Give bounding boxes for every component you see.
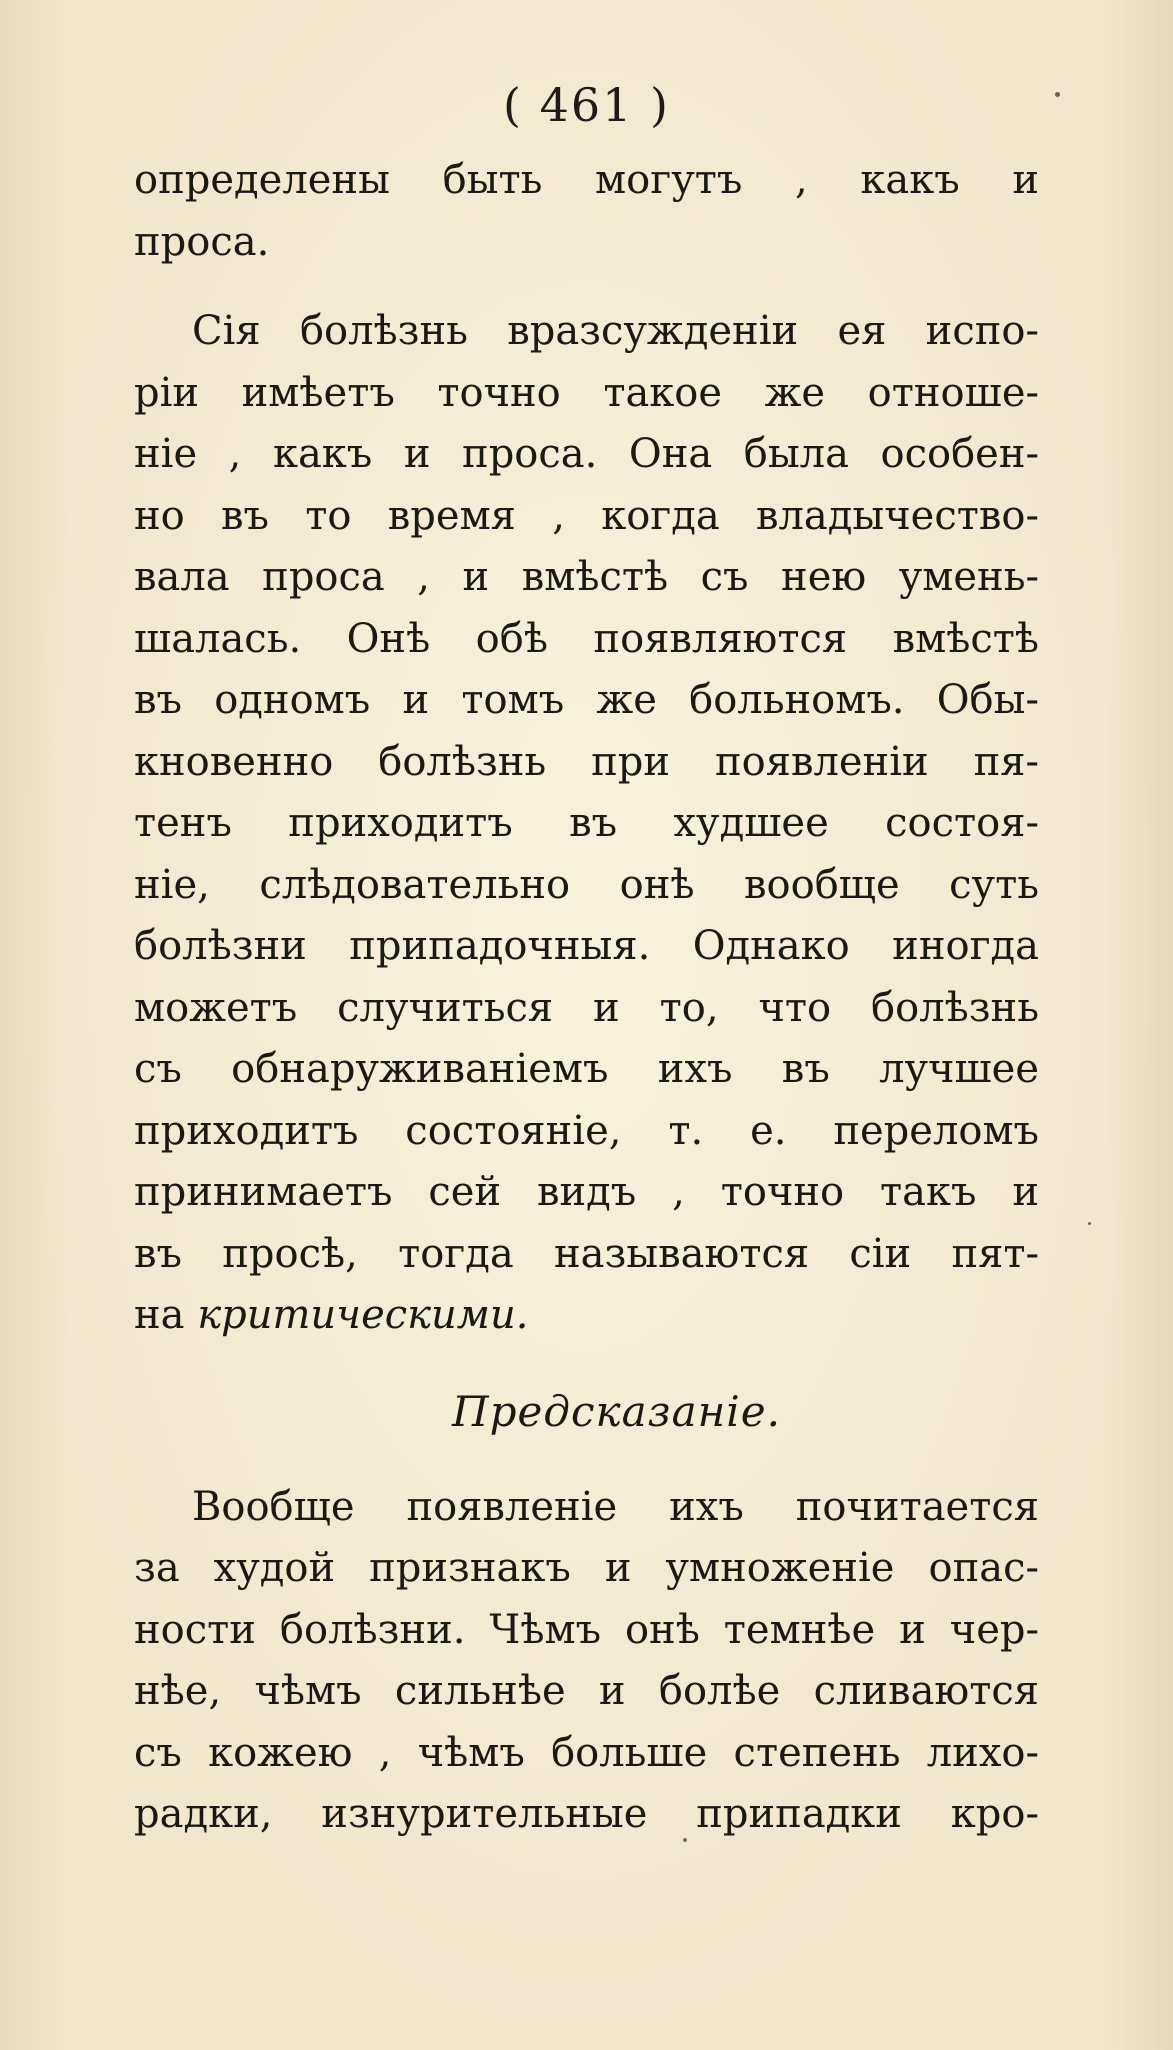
text-line: въ одномъ и томъ же больномъ. Обы- <box>134 677 1039 723</box>
paragraph-3 <box>134 1477 1039 1846</box>
text-line: ніе , какъ и проса. Она была особен- <box>134 431 1039 477</box>
ink-speck <box>1055 92 1060 97</box>
paragraph-1 <box>134 150 1039 273</box>
text-line: можетъ случиться и то, что болѣзнь <box>134 984 1039 1031</box>
paragraph-2 <box>134 301 1039 1347</box>
text-line: радки, изнурительные припадки кро- <box>134 1791 1039 1837</box>
text-line: шалась. Онѣ обѣ появляются вмѣстѣ <box>134 615 1039 662</box>
body-text <box>134 150 1039 1846</box>
text-line: нѣе, чѣмъ сильнѣе и болѣе сливаются <box>134 1668 1039 1714</box>
text-line: съ обнаруживаніемъ ихъ въ лучшее <box>134 1046 1039 1092</box>
page-number: ( 461 ) <box>503 78 670 132</box>
text-prefix: на <box>134 1292 185 1338</box>
text-line: проса. <box>134 218 270 265</box>
text-line: тенъ приходитъ въ худшее состоя- <box>134 800 1039 846</box>
section-heading: Предсказаніе. <box>452 1386 781 1436</box>
emphasized-word: критическими. <box>197 1292 529 1338</box>
text-line: съ кожею , чѣмъ больше степень лихо- <box>134 1729 1039 1776</box>
text-line: въ просѣ, тогда называются сіи пят- <box>134 1230 1039 1277</box>
text-line: ніе, слѣдовательно онѣ вообще суть <box>134 861 1039 908</box>
text-line: но въ то время , когда владычество- <box>134 492 1039 539</box>
text-line: Сія болѣзнь вразсужденіи ея испо- <box>192 308 1039 354</box>
text-line-final <box>134 1285 1039 1347</box>
text-line: ности болѣзни. Чѣмъ онѣ темнѣе и чер- <box>134 1606 1039 1653</box>
ink-speck <box>683 1838 687 1842</box>
text-line: определены быть могутъ , какъ и <box>134 157 1039 203</box>
text-line: ріи имѣетъ точно такое же отноше- <box>134 369 1039 416</box>
text-line: вала проса , и вмѣстѣ съ нею умень- <box>134 554 1039 600</box>
text-line: болѣзни припадочныя. Однако иногда <box>134 923 1039 969</box>
ink-speck <box>1088 1222 1091 1225</box>
text-line: принимаетъ сей видъ , точно такъ и <box>134 1169 1039 1215</box>
text-line: кновенно болѣзнь при появленіи пя- <box>134 738 1039 785</box>
text-line: Вообще появленіе ихъ почитается <box>192 1483 1039 1530</box>
text-line: приходитъ состояніе, т. е. переломъ <box>134 1107 1039 1154</box>
text-line: за худой признакъ и умноженіе опас- <box>134 1545 1039 1591</box>
